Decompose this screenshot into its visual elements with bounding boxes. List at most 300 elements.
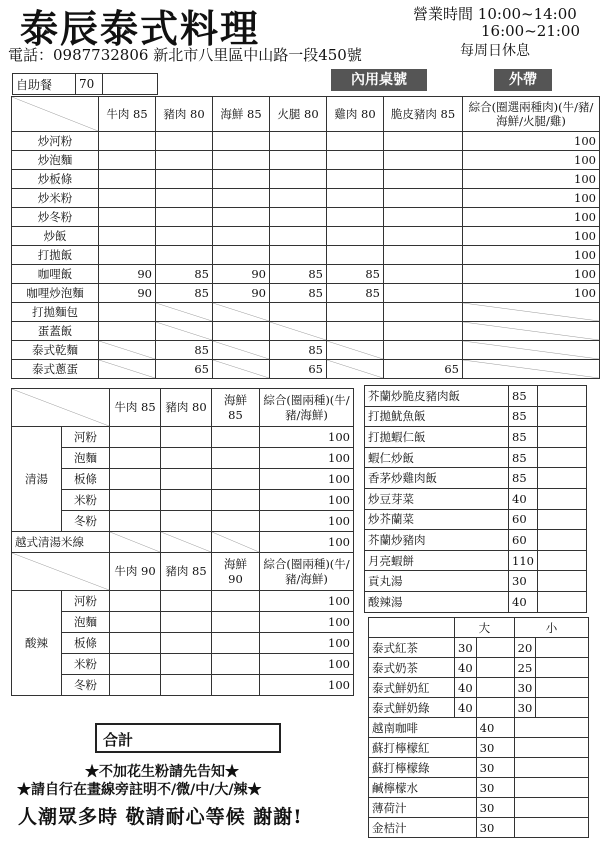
table-row xyxy=(369,638,589,658)
price-cell[interactable] xyxy=(99,322,156,341)
price-cell[interactable] xyxy=(161,633,212,654)
drink-price: 30 xyxy=(476,758,514,778)
drink-name: 金桔汁 xyxy=(369,818,477,838)
price-cell[interactable]: 85 xyxy=(270,341,327,360)
price-cell[interactable]: 90 xyxy=(99,284,156,303)
qty-cell[interactable] xyxy=(537,468,586,489)
column-header: 綜合(圈兩種)(牛/豬/海鮮) xyxy=(260,553,354,591)
table-row xyxy=(12,448,354,469)
price-cell[interactable] xyxy=(270,227,327,246)
unavailable-cell xyxy=(327,360,384,379)
price-cell[interactable] xyxy=(384,151,463,170)
large-qty[interactable] xyxy=(476,678,514,698)
price-cell[interactable]: 100 xyxy=(463,246,600,265)
dish-name: 打拋飯 xyxy=(12,246,99,265)
price-cell[interactable] xyxy=(156,227,213,246)
price-cell[interactable] xyxy=(270,132,327,151)
table-row xyxy=(365,447,587,468)
price-cell[interactable] xyxy=(213,151,270,170)
dish-name: 打拋麵包 xyxy=(12,303,99,322)
price-cell[interactable] xyxy=(110,427,161,448)
dish-name: 打拋蝦仁飯 xyxy=(365,427,509,448)
noodle-type: 米粉 xyxy=(62,490,110,511)
price-cell[interactable] xyxy=(99,303,156,322)
table-row xyxy=(365,427,587,448)
price-cell[interactable] xyxy=(99,208,156,227)
combo-price[interactable]: 100 xyxy=(260,675,354,696)
drink-name: 蘇打檸檬紅 xyxy=(369,738,477,758)
soup-group-label: 酸辣 xyxy=(12,591,62,696)
price-cell[interactable] xyxy=(110,490,161,511)
price-cell[interactable]: 65 xyxy=(156,360,213,379)
large-qty[interactable] xyxy=(476,658,514,678)
dish-name: 蝦仁炒飯 xyxy=(365,447,509,468)
large-price: 30 xyxy=(455,638,477,658)
dish-price: 85 xyxy=(509,406,538,427)
price-cell[interactable] xyxy=(212,490,260,511)
price-cell[interactable] xyxy=(270,246,327,265)
unavailable-cell xyxy=(99,341,156,360)
combo-price[interactable]: 100 xyxy=(260,654,354,675)
noodle-type: 冬粉 xyxy=(62,511,110,532)
price-cell[interactable] xyxy=(110,469,161,490)
qty-cell[interactable] xyxy=(537,386,586,407)
drink-header-blank xyxy=(369,618,455,638)
table-row xyxy=(12,170,600,189)
price-cell[interactable] xyxy=(270,303,327,322)
dish-name: 酸辣湯 xyxy=(365,591,509,612)
noodles-rice-table xyxy=(11,96,600,379)
price-cell[interactable]: 85 xyxy=(327,265,384,284)
price-cell[interactable] xyxy=(327,227,384,246)
table-row xyxy=(365,488,587,509)
qty-cell[interactable] xyxy=(537,509,586,530)
table-row xyxy=(369,798,589,818)
price-cell[interactable]: 100 xyxy=(463,132,600,151)
large-price: 40 xyxy=(455,658,477,678)
dish-name: 炒河粉 xyxy=(12,132,99,151)
noodle-type: 板條 xyxy=(62,469,110,490)
table-row xyxy=(12,132,600,151)
qty-cell[interactable] xyxy=(514,738,589,758)
drink-price: 30 xyxy=(476,818,514,838)
dish-price: 85 xyxy=(509,427,538,448)
combo-price[interactable]: 100 xyxy=(260,511,354,532)
table-row xyxy=(369,658,589,678)
dish-price: 85 xyxy=(509,468,538,489)
price-cell[interactable] xyxy=(270,151,327,170)
price-cell[interactable] xyxy=(213,227,270,246)
price-cell[interactable]: 100 xyxy=(463,208,600,227)
price-cell[interactable] xyxy=(327,322,384,341)
price-cell[interactable] xyxy=(212,448,260,469)
price-cell[interactable] xyxy=(327,246,384,265)
price-cell[interactable] xyxy=(213,132,270,151)
small-qty[interactable] xyxy=(536,678,589,698)
small-price: 20 xyxy=(514,638,536,658)
table-row xyxy=(365,386,587,407)
unavailable-cell xyxy=(161,532,212,553)
drink-name: 鹹檸檬水 xyxy=(369,778,477,798)
combo-price[interactable]: 100 xyxy=(260,427,354,448)
small-qty[interactable] xyxy=(536,658,589,678)
price-cell[interactable] xyxy=(212,633,260,654)
dish-name: 炒泡麵 xyxy=(12,151,99,170)
dish-name: 泰式乾麵 xyxy=(12,341,99,360)
hours-evening: 16:00~21:00 xyxy=(481,22,581,40)
price-cell[interactable] xyxy=(110,612,161,633)
unavailable-cell xyxy=(213,360,270,379)
price-cell[interactable] xyxy=(212,675,260,696)
price-cell[interactable] xyxy=(212,654,260,675)
dish-name: 蛋蓋飯 xyxy=(12,322,99,341)
restaurant-title: 泰辰泰式料理 xyxy=(20,6,261,51)
column-header: 豬肉 85 xyxy=(161,553,212,591)
soup-noodle-table xyxy=(11,388,354,696)
small-qty[interactable] xyxy=(536,698,589,718)
table-row xyxy=(365,509,587,530)
price-cell[interactable] xyxy=(213,322,270,341)
dish-name: 芥蘭炒豬肉 xyxy=(365,530,509,551)
dish-price: 85 xyxy=(509,447,538,468)
table-row xyxy=(365,550,587,571)
business-hours xyxy=(413,6,580,40)
dish-name: 炒板條 xyxy=(12,170,99,189)
table-row xyxy=(12,490,354,511)
drinks-table xyxy=(368,617,589,838)
qty-cell[interactable] xyxy=(537,488,586,509)
price-cell[interactable] xyxy=(270,208,327,227)
price-cell[interactable]: 100 xyxy=(463,265,600,284)
price-cell[interactable] xyxy=(161,675,212,696)
price-cell[interactable] xyxy=(110,675,161,696)
price-cell[interactable] xyxy=(99,189,156,208)
small-price: 25 xyxy=(514,658,536,678)
large-qty[interactable] xyxy=(476,638,514,658)
combo-price[interactable]: 100 xyxy=(260,591,354,612)
drink-name: 薄荷汁 xyxy=(369,798,477,818)
column-header: 雞肉 80 xyxy=(327,97,384,132)
price-cell[interactable] xyxy=(161,469,212,490)
table-row xyxy=(365,468,587,489)
combo-price[interactable]: 100 xyxy=(260,469,354,490)
drink-name: 越南咖啡 xyxy=(369,718,477,738)
table-row xyxy=(369,738,589,758)
unavailable-cell xyxy=(463,322,600,341)
dine-in-table-number[interactable]: 內用桌號 xyxy=(331,69,427,91)
combo-price[interactable]: 100 xyxy=(260,490,354,511)
noodle-type: 泡麵 xyxy=(62,612,110,633)
dish-price: 40 xyxy=(509,591,538,612)
price-cell[interactable]: 85 xyxy=(270,265,327,284)
dish-name: 芥蘭炒脆皮豬肉飯 xyxy=(365,386,509,407)
vietnam-price[interactable]: 100 xyxy=(260,532,354,553)
table-row xyxy=(12,675,354,696)
unavailable-cell xyxy=(463,303,600,322)
dish-price: 110 xyxy=(509,550,538,571)
price-cell[interactable] xyxy=(161,427,212,448)
price-cell[interactable] xyxy=(327,132,384,151)
hours-label: 營業時間 xyxy=(413,5,474,23)
price-cell[interactable] xyxy=(212,427,260,448)
qty-cell[interactable] xyxy=(537,530,586,551)
unavailable-cell xyxy=(270,322,327,341)
price-cell[interactable] xyxy=(156,189,213,208)
column-header: 海鮮 85 xyxy=(212,389,260,427)
drink-name: 泰式奶茶 xyxy=(369,658,455,678)
unavailable-cell xyxy=(156,322,213,341)
table-row xyxy=(369,778,589,798)
price-cell[interactable] xyxy=(327,208,384,227)
table-row xyxy=(369,758,589,778)
qty-cell[interactable] xyxy=(514,818,589,838)
column-header: 豬肉 80 xyxy=(156,97,213,132)
price-cell[interactable]: 90 xyxy=(99,265,156,284)
unavailable-cell xyxy=(99,360,156,379)
table-row xyxy=(365,406,587,427)
noodle-type: 米粉 xyxy=(62,654,110,675)
qty-cell[interactable] xyxy=(537,406,586,427)
price-cell[interactable]: 90 xyxy=(213,265,270,284)
size-small-header: 小 xyxy=(514,618,589,638)
price-cell[interactable]: 100 xyxy=(463,227,600,246)
price-cell[interactable] xyxy=(213,246,270,265)
price-cell[interactable] xyxy=(327,189,384,208)
price-cell[interactable] xyxy=(384,189,463,208)
drink-name: 蘇打檸檬綠 xyxy=(369,758,477,778)
price-cell[interactable] xyxy=(161,511,212,532)
large-price: 40 xyxy=(455,678,477,698)
buffet-box xyxy=(12,73,158,95)
price-cell[interactable] xyxy=(161,654,212,675)
price-cell[interactable]: 85 xyxy=(156,341,213,360)
buffet-label: 自助餐 xyxy=(13,74,76,95)
price-cell[interactable] xyxy=(384,265,463,284)
table-row xyxy=(12,469,354,490)
unavailable-cell xyxy=(327,341,384,360)
price-cell[interactable] xyxy=(384,170,463,189)
price-cell[interactable] xyxy=(212,612,260,633)
buffet-price: 70 xyxy=(76,74,103,95)
price-cell[interactable]: 100 xyxy=(463,189,600,208)
price-cell[interactable] xyxy=(270,189,327,208)
closed-day: 每周日休息 xyxy=(460,43,530,59)
dish-name: 炒豆芽菜 xyxy=(365,488,509,509)
drink-price: 30 xyxy=(476,738,514,758)
price-cell[interactable] xyxy=(384,322,463,341)
column-header: 綜合(圈兩種)(牛/豬/海鮮) xyxy=(260,389,354,427)
price-cell[interactable] xyxy=(270,170,327,189)
price-cell[interactable]: 65 xyxy=(270,360,327,379)
column-header: 火腿 80 xyxy=(270,97,327,132)
price-cell[interactable] xyxy=(161,448,212,469)
price-cell[interactable]: 100 xyxy=(463,170,600,189)
price-cell[interactable] xyxy=(161,591,212,612)
drink-name: 泰式鮮奶紅 xyxy=(369,678,455,698)
dishes-table xyxy=(364,385,587,613)
table-row xyxy=(369,678,589,698)
price-cell[interactable] xyxy=(384,284,463,303)
small-price: 30 xyxy=(514,698,536,718)
small-qty[interactable] xyxy=(536,638,589,658)
qty-cell[interactable] xyxy=(537,427,586,448)
wait-note: 人潮眾多時 敬請耐心等候 謝謝! xyxy=(18,806,303,828)
price-cell[interactable] xyxy=(156,170,213,189)
price-cell[interactable] xyxy=(213,170,270,189)
dish-price: 85 xyxy=(509,386,538,407)
price-cell[interactable] xyxy=(384,303,463,322)
price-cell[interactable] xyxy=(161,612,212,633)
price-cell[interactable] xyxy=(384,246,463,265)
dish-name: 炒米粉 xyxy=(12,189,99,208)
table-row xyxy=(12,591,354,612)
price-cell[interactable] xyxy=(99,227,156,246)
price-cell[interactable] xyxy=(212,511,260,532)
price-cell[interactable] xyxy=(99,151,156,170)
price-cell[interactable] xyxy=(384,227,463,246)
price-cell[interactable]: 100 xyxy=(463,284,600,303)
column-header: 牛肉 90 xyxy=(110,553,161,591)
price-cell[interactable] xyxy=(213,208,270,227)
noodle-type: 板條 xyxy=(62,633,110,654)
table-row xyxy=(12,265,600,284)
qty-cell[interactable] xyxy=(514,718,589,738)
unavailable-cell xyxy=(463,341,600,360)
price-cell[interactable] xyxy=(384,208,463,227)
drink-price: 30 xyxy=(476,778,514,798)
dish-name: 月亮蝦餅 xyxy=(365,550,509,571)
qty-cell[interactable] xyxy=(537,571,586,592)
dish-price: 40 xyxy=(509,488,538,509)
price-cell[interactable] xyxy=(156,151,213,170)
price-cell[interactable] xyxy=(327,151,384,170)
column-header: 牛肉 85 xyxy=(110,389,161,427)
header-corner-diagonal xyxy=(12,389,110,427)
price-cell[interactable] xyxy=(99,246,156,265)
column-header: 脆皮豬肉 85 xyxy=(384,97,463,132)
dish-price: 60 xyxy=(509,509,538,530)
unavailable-cell xyxy=(110,532,161,553)
table-row xyxy=(12,189,600,208)
price-cell[interactable] xyxy=(156,208,213,227)
price-cell[interactable] xyxy=(213,189,270,208)
peanut-note: ★不加花生粉請先告知★ xyxy=(85,764,239,780)
table-row xyxy=(12,360,600,379)
qty-cell[interactable] xyxy=(514,778,589,798)
price-cell[interactable]: 100 xyxy=(463,151,600,170)
dish-name: 咖哩炒泡麵 xyxy=(12,284,99,303)
dish-name: 香茅炒雞肉飯 xyxy=(365,468,509,489)
price-cell[interactable] xyxy=(110,591,161,612)
price-cell[interactable] xyxy=(384,132,463,151)
combo-price[interactable]: 100 xyxy=(260,448,354,469)
take-out-button[interactable]: 外帶 xyxy=(494,69,552,91)
dish-name: 炒飯 xyxy=(12,227,99,246)
column-header: 海鮮 90 xyxy=(212,553,260,591)
noodle-type: 河粉 xyxy=(62,591,110,612)
table-row xyxy=(12,227,600,246)
dish-name: 泰式蔥蛋 xyxy=(12,360,99,379)
header-corner-diagonal xyxy=(12,97,99,132)
price-cell[interactable] xyxy=(212,469,260,490)
price-cell[interactable] xyxy=(110,448,161,469)
table-row xyxy=(12,511,354,532)
price-cell[interactable]: 85 xyxy=(270,284,327,303)
noodle-type: 冬粉 xyxy=(62,675,110,696)
price-cell[interactable]: 85 xyxy=(156,265,213,284)
price-cell[interactable]: 90 xyxy=(213,284,270,303)
price-cell[interactable] xyxy=(212,591,260,612)
qty-cell[interactable] xyxy=(537,447,586,468)
noodle-type: 河粉 xyxy=(62,427,110,448)
unavailable-cell xyxy=(213,341,270,360)
total-box[interactable]: 合計 xyxy=(95,723,281,753)
dish-name: 打拋魷魚飯 xyxy=(365,406,509,427)
table-row xyxy=(369,718,589,738)
dish-price: 60 xyxy=(509,530,538,551)
column-header: 豬肉 80 xyxy=(161,389,212,427)
price-cell[interactable] xyxy=(110,511,161,532)
table-row xyxy=(12,341,600,360)
table-row xyxy=(12,208,600,227)
soup-group-label: 清湯 xyxy=(12,427,62,532)
price-cell[interactable]: 85 xyxy=(327,284,384,303)
table-row xyxy=(369,818,589,838)
qty-cell[interactable] xyxy=(537,591,586,612)
dish-name: 炒冬粉 xyxy=(12,208,99,227)
unavailable-cell xyxy=(463,360,600,379)
noodle-type: 泡麵 xyxy=(62,448,110,469)
buffet-qty[interactable] xyxy=(103,74,158,95)
price-cell[interactable] xyxy=(161,490,212,511)
large-qty[interactable] xyxy=(476,698,514,718)
price-cell[interactable] xyxy=(156,246,213,265)
drink-price: 30 xyxy=(476,798,514,818)
price-cell[interactable] xyxy=(327,303,384,322)
price-cell[interactable] xyxy=(110,654,161,675)
qty-cell[interactable] xyxy=(514,758,589,778)
price-cell[interactable]: 85 xyxy=(156,284,213,303)
price-cell[interactable] xyxy=(327,170,384,189)
large-price: 40 xyxy=(455,698,477,718)
size-large-header: 大 xyxy=(455,618,515,638)
phone-address: 電話：0987732806 新北市八里區中山路一段450號 xyxy=(8,46,362,64)
spice-note: ★請自行在畫線旁註明不/微/中/大/辣★ xyxy=(17,782,262,798)
drink-name: 泰式紅茶 xyxy=(369,638,455,658)
column-header: 牛肉 85 xyxy=(99,97,156,132)
price-cell[interactable] xyxy=(156,132,213,151)
price-cell[interactable] xyxy=(99,132,156,151)
hours-morning: 10:00~14:00 xyxy=(477,5,577,23)
dish-name: 貢丸湯 xyxy=(365,571,509,592)
table-row xyxy=(12,284,600,303)
small-price: 30 xyxy=(514,678,536,698)
price-cell[interactable] xyxy=(110,633,161,654)
price-cell[interactable] xyxy=(384,341,463,360)
qty-cell[interactable] xyxy=(537,550,586,571)
price-cell[interactable] xyxy=(99,170,156,189)
column-header: 海鮮 85 xyxy=(213,97,270,132)
table-row xyxy=(369,698,589,718)
table-row xyxy=(12,612,354,633)
table-row xyxy=(12,427,354,448)
qty-cell[interactable] xyxy=(514,798,589,818)
header-corner-diagonal xyxy=(12,553,110,591)
price-cell[interactable]: 65 xyxy=(384,360,463,379)
combo-price[interactable]: 100 xyxy=(260,612,354,633)
combo-price[interactable]: 100 xyxy=(260,633,354,654)
table-row xyxy=(12,246,600,265)
